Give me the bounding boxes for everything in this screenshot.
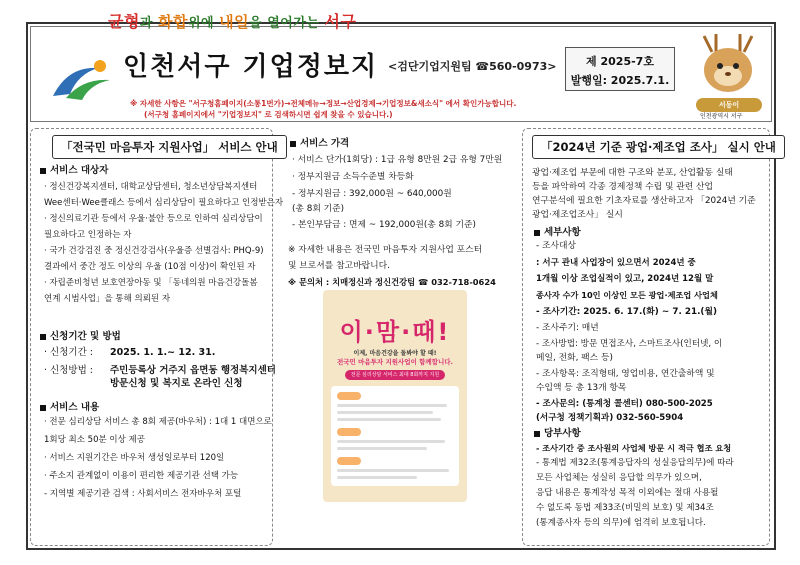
- period-heading: 신청기간 및 방법: [50, 331, 121, 342]
- mascot-sub: 인천광역시 서구: [700, 113, 743, 120]
- price-line: - 본인부담금 : 면제 ~ 192,000원(총 8회 기준): [292, 220, 476, 230]
- detail-line: : 서구 관내 사업장이 있으면서 2024년 중: [536, 258, 696, 268]
- period-label: · 신청기간 :: [44, 347, 93, 358]
- poster-chip: [337, 428, 361, 436]
- detail-line: - 조사문의: (통계청 콜센터) 080-500-2025: [536, 399, 713, 409]
- poster-line: [337, 404, 447, 407]
- intro-line: 광업·제조업조사」 실시: [532, 210, 623, 220]
- target-line: · 정신의료기관 등에서 우울·불안 등으로 인하여 심리상담이: [44, 214, 263, 224]
- target-line: 결과에서 중간 정도 이상의 우울 (10점 이상)이 확인된 자: [44, 262, 256, 272]
- detail-line: (서구청 정책기획과) 032-560-5904: [536, 413, 684, 423]
- detail-line: - 조사기간: 2025. 6. 17.(화) ~ 7. 21.(월): [536, 307, 717, 317]
- target-line: Wee센터·Wee클래스 등에서 심리상담이 필요하다고 인정받은자: [44, 198, 284, 208]
- bullet-square: [40, 334, 46, 340]
- issue-number: 제 2025-7호: [586, 55, 654, 68]
- request-line: 응답 내용은 통계작성 목적 이외에는 절대 사용될: [536, 488, 719, 498]
- content-line: 1회당 최소 50분 이상 제공: [44, 435, 145, 445]
- page-title: 인천서구 기업정보지: [123, 52, 379, 82]
- request-line: 모든 사업체는 성실히 응답할 의무가 있으며,: [536, 473, 702, 483]
- poster-chip: [337, 392, 361, 400]
- detail-line: - 조사방법: 방문 면접조사, 스마트조사(인터넷, 이: [536, 339, 723, 349]
- section-title-mind-investment: 「전국민 마음투자 지원사업」 서비스 안내: [52, 135, 287, 159]
- poster-info-card: [331, 386, 459, 486]
- issue-date: 발행일: 2025.7.1.: [570, 74, 670, 87]
- target-line: 연계 시범사업」을 통해 의뢰된 자: [44, 294, 171, 304]
- mind-investment-poster: [323, 290, 467, 502]
- detail-line: - 조사주기: 매년: [536, 323, 599, 333]
- detail-line: 메일, 전화, 팩스 등): [536, 353, 613, 363]
- price-line: · 정부지원금 소득수준별 차등화: [292, 172, 414, 182]
- section-title-manufacturing-survey: 「2024년 기준 광업·제조업 조사」 실시 안내: [532, 135, 785, 159]
- request-line: - 통계법 제32조(통계응답자의 성실응답의무)에 따라: [536, 458, 734, 468]
- method-value-1: 주민등록상 거주지 읍면동 행정복지센터: [110, 365, 276, 376]
- poster-subtitle-2: 전국민 마음투자 지원사업이 함께합니다.: [336, 358, 453, 366]
- target-line: · 자립준비청년 보호연장아동 및 「동네의원 마음건강돌봄: [44, 278, 258, 288]
- bullet-square: [40, 405, 46, 411]
- inquiry-contact: ※ 문의처 : 치매정신과 정신건강팀 ☎ 032-718-0624: [288, 277, 496, 287]
- request-heading: 당부사항: [544, 428, 581, 439]
- seogu-logo-icon: [48, 56, 118, 106]
- bullet-square: [534, 230, 540, 236]
- department-contact: <검단기업지원팀 ☎560-0973>: [388, 60, 557, 73]
- bullet-square: [290, 141, 296, 147]
- target-line: 필요하다고 인정하는 자: [44, 230, 132, 240]
- mascot-name: 서동이: [696, 98, 762, 112]
- price-heading: 서비스 가격: [300, 138, 350, 149]
- content-line: · 주소지 관계없이 이용이 편리한 제공기관 선택 가능: [44, 471, 239, 481]
- price-line: (총 8회 기준): [292, 204, 345, 214]
- poster-line: [337, 411, 433, 414]
- target-line: · 국가 건강검진 중 정신건강검사(우울증 선별검사: PHQ-9): [44, 246, 264, 256]
- price-line: · 서비스 단가(1회당) : 1급 유형 8만원 2급 유형 7만원: [292, 155, 503, 165]
- period-value: 2025. 1. 1.~ 12. 31.: [110, 347, 216, 358]
- content-line: · 전문 심리상담 서비스 총 8회 제공(바우처) : 1대 1 대면으로: [44, 417, 272, 427]
- intro-line: 연구분석에 필요한 기초자료를 생산하고자 「2024년 기준: [532, 196, 756, 206]
- slogan: 균형과 화합위에 내일을 열어가는 서구: [108, 12, 357, 31]
- poster-chip: [337, 457, 361, 465]
- reference-note-1: ※ 자세한 내용은 전국민 마음투자 지원사업 포스터: [288, 245, 483, 255]
- reference-note-2: 및 브로셔를 참고바랍니다.: [288, 261, 390, 271]
- poster-line: [337, 476, 417, 479]
- poster-line: [337, 440, 445, 443]
- header-notice-1: ※ 자세한 사항은 "서구청홈페이지(소통1번가)→전체메뉴→정보→산업경제→기업정보&새소식" 에서 확인가능합니다.: [130, 99, 517, 108]
- intro-line: 광업·제조업 부문에 대한 구조와 분포, 산업활동 실태: [532, 168, 733, 178]
- method-label: · 신청방법 :: [44, 365, 93, 376]
- detail-heading: 세부사항: [544, 227, 581, 238]
- poster-title: 이·맘·때!: [339, 318, 451, 346]
- target-heading: 서비스 대상자: [50, 165, 109, 176]
- target-line: · 정신건강복지센터, 대학교상담센터, 청소년상담복지센터: [44, 182, 258, 192]
- detail-line: 1개월 이상 조업실적이 있고, 2024년 12월 말: [536, 274, 714, 284]
- bullet-square: [40, 168, 46, 174]
- poster-band: 전문 심리상담 서비스 최대 8회까지 지원: [345, 370, 445, 380]
- method-value-2: 방문신청 및 복지로 온라인 신청: [110, 378, 243, 389]
- request-line: 수 없도록 동법 제33조(비밀의 보호) 및 제34조: [536, 503, 714, 513]
- poster-subtitle-1: 이제, 마음건강을 돌봐야 할 때!: [353, 350, 437, 357]
- intro-line: 등을 파악하여 각종 경제정책 수립 및 관련 산업: [532, 182, 714, 192]
- content-line: · 서비스 지원기간은 바우처 생성일로부터 120일: [44, 453, 225, 463]
- detail-line: 수입액 등 총 13개 항목: [536, 383, 627, 393]
- price-line: - 정부지원금 : 392,000원 ~ 640,000원: [292, 189, 452, 199]
- poster-line: [337, 418, 441, 421]
- content-heading: 서비스 내용: [50, 402, 100, 413]
- detail-line: 종사자 수가 10인 이상인 모든 광업·제조업 사업체: [536, 290, 718, 300]
- detail-line: - 조사대상: [536, 241, 576, 251]
- request-line: - 조사기간 중 조사원의 사업체 방문 시 적극 협조 요청: [536, 443, 732, 453]
- bullet-square: [534, 431, 540, 437]
- detail-line: - 조사항목: 조직형태, 영업비용, 연간출하액 및: [536, 369, 715, 379]
- content-line: - 지역별 제공기관 검색 : 사회서비스 전자바우처 포털: [44, 489, 242, 499]
- request-line: (통계종사자 등의 의무)에 엄격히 보호됩니다.: [536, 518, 706, 528]
- poster-line: [337, 447, 427, 450]
- poster-line: [337, 469, 449, 472]
- header-notice-2: (서구청 홈페이지에서 "기업정보지" 로 검색하시면 쉽게 찾을 수 있습니다.): [144, 110, 393, 119]
- issue-box: [565, 47, 675, 91]
